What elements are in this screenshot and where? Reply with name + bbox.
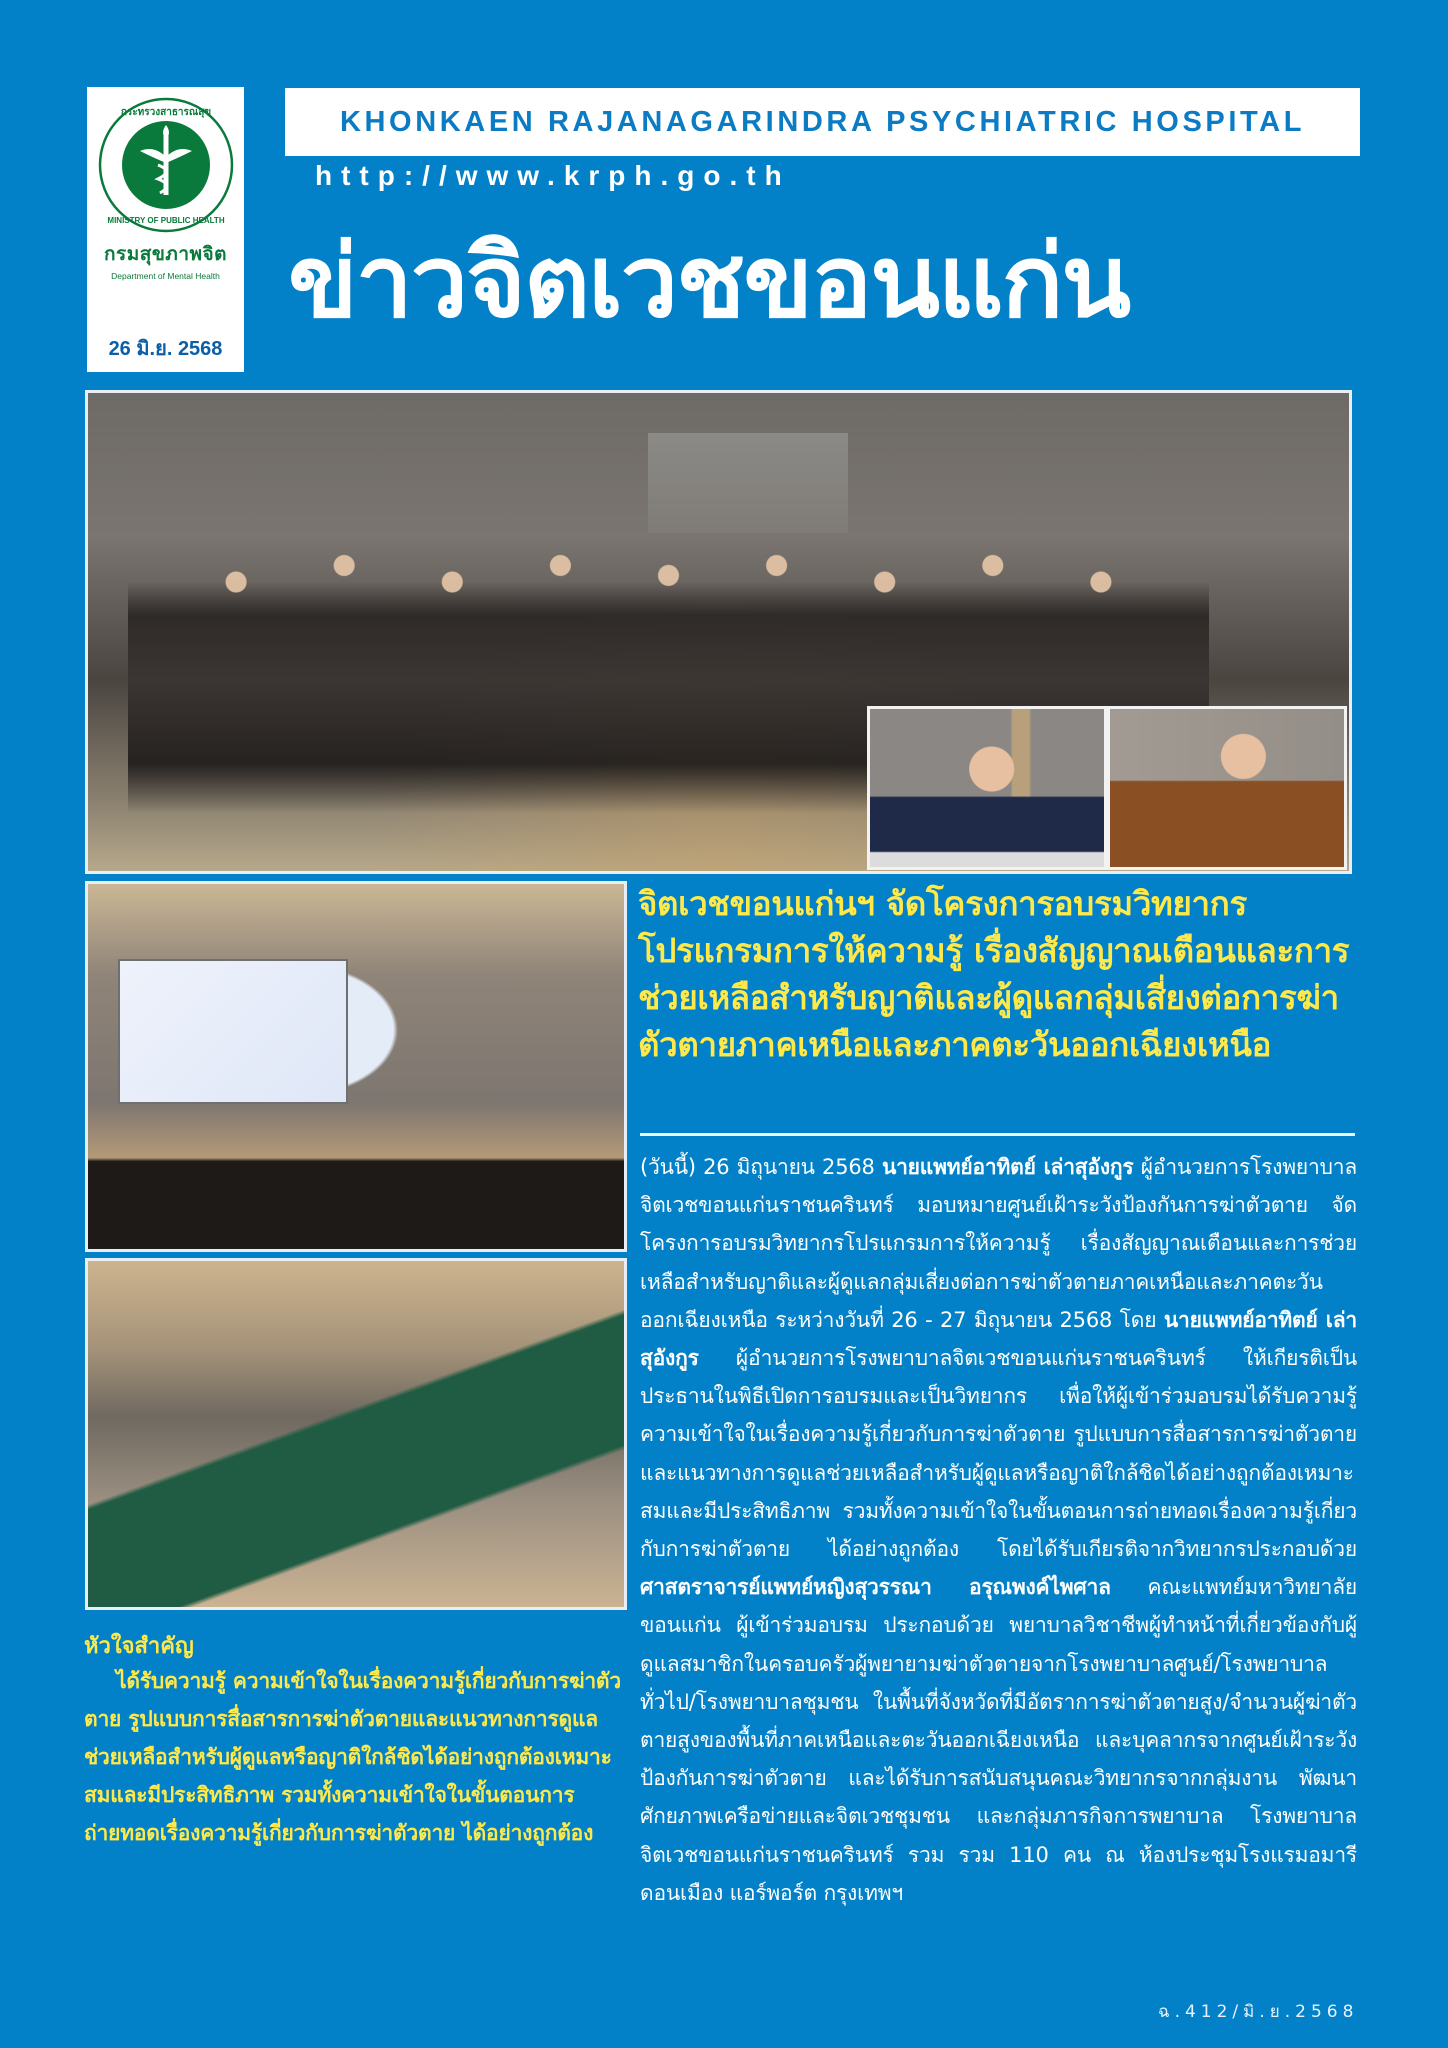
body-text-segment: ผู้อำนวยการโรงพยาบาลจิตเวชขอนแก่นราชนครินทร์ มอบหมายศูนย์เฝ้าระวังป้องกันการฆ่าตัวตาย จัดโครงการอบรมวิทยากรโปรแกรมการให้ความรู้ เรื่องสัญญาณเตือนและการช่วยเหลือสำหรับญาติและผู้ดูแลกลุ่มเสี่ยงต่อการฆ่าตัวตายภาคเหนือและภาคตะวันออกเฉียงเหนือ ระหว่างวันที่ 26 - 27 มิถุนายน 2568 โดย xyxy=(640,1155,1358,1332)
summary-title: หัวใจสำคัญ xyxy=(84,1634,194,1659)
summary-text: ได้รับความรู้ ความเข้าใจในเรื่องความรู้เกี่ยวกับการฆ่าตัวตาย รูปแบบการสื่อสารการฆ่าตัวตายและแนวทางการดูแลช่วยเหลือสำหรับผู้ดูแลหรือญาติใกล้ชิดได้อย่างถูกต้องเหมาะสมและมีประสิทธิภาพ รวมทั้งความเข้าใจในขั้นตอนการถ่ายทอดเรื่องความรู้เกี่ยวกับการฆ่าตัวตาย ได้อย่างถูกต้อง xyxy=(84,1669,621,1845)
presentation-screen xyxy=(118,959,348,1104)
svg-text:กระทรวงสาธารณสุข: กระทรวงสาธารณสุข xyxy=(120,107,211,118)
masthead-title: ข่าวจิตเวชขอนแก่น xyxy=(288,223,1130,340)
hospital-name: KHONKAEN RAJANAGARINDRA PSYCHIATRIC HOSPITAL xyxy=(339,105,1306,138)
ministry-logo-box xyxy=(87,87,244,372)
issue-date: 26 มิ.ย. 2568 xyxy=(108,338,223,360)
ministry-seal-icon xyxy=(96,95,236,235)
headline-divider xyxy=(640,1133,1355,1136)
lecture-photo xyxy=(85,881,627,1252)
training-room-photo xyxy=(85,1258,627,1610)
body-text-segment: (วันนี้) 26 มิถุนายน 2568 xyxy=(640,1155,882,1179)
body-text-segment: คณะแพทย์มหาวิทยาลัยขอนแก่น ผู้เข้าร่วมอบรม ประกอบด้วย พยาบาลวิชาชีพผู้ทำหน้าที่เกี่ยวข้องกับผู้ดูแลสมาชิกในครอบครัวผู้พยายามฆ่าตัวตายจากโรงพยาบาลศูนย์/โรงพยาบาลทั่วไป/โรงพยาบาลชุมชน ในพื้นที่จังหวัดที่มีอัตราการฆ่าตัวตายสูง/จำนวนผู้ฆ่าตัวตายสูงของพื้นที่ภาคเหนือและตะวันออกเฉียงเหนือ และบุคลากรจากศูนย์เฝ้าระวังป้องกันการฆ่าตัวตาย และได้รับการสนับสนุนคณะวิทยากรจากกลุ่มงาน พัฒนาศักยภาพเครือข่ายและจิตเวชชุมชน และกลุ่มภารกิจการพยาบาล โรงพยาบาลจิตเวชขอนแก่นราชนครินทร์ รวม รวม 110 คน ณ ห้องประชุมโรงแรมอมารี ดอนเมือง แอร์พอร์ต กรุงเทพฯ xyxy=(640,1575,1358,1905)
article-headline: จิตเวชขอนแก่นฯ จัดโครงการอบรมวิทยากรโปรแกรมการให้ความรู้ เรื่องสัญญาณเตือนและการช่วยเหลือสำหรับญาติและผู้ดูแลกลุ่มเสี่ยงต่อการฆ่าตัวตายภาคเหนือและภาคตะวันออกเฉียงเหนือ xyxy=(638,884,1350,1064)
document-reference-code: ฉ.412/มิ.ย.2568 xyxy=(1158,2002,1359,2022)
person-name-director: นายแพทย์อาทิตย์ เล่าสุอังกูร xyxy=(640,1307,1357,1371)
body-text-segment: ผู้อำนวยการโรงพยาบาลจิตเวชขอนแก่นราชนครินทร์ ให้เกียรติเป็นประธานในพิธีเปิดการอบรมและเป็นวิทยากร เพื่อให้ผู้เข้าร่วมอบรมได้รับความรู้ ความเข้าใจในเรื่องความรู้เกี่ยวกับการฆ่าตัวตาย รูปแบบการสื่อสารการฆ่าตัวตายและแนวทางการดูแลช่วยเหลือสำหรับผู้ดูแลหรือญาติใกล้ชิดได้อย่างถูกต้องเหมาะสมและมีประสิทธิภาพ รวมทั้งความเข้าใจในขั้นตอนการถ่ายทอดเรื่องความรู้เกี่ยวกับการฆ่าตัวตาย ได้อย่างถูกต้อง โดยได้รับเกียรติจากวิทยากรประกอบด้วย xyxy=(640,1346,1357,1562)
person-name-director: นายแพทย์อาทิตย์ เล่าสุอังกูร xyxy=(881,1155,1134,1179)
inset-photo-director xyxy=(867,706,1107,870)
inset-photo-speaker xyxy=(1107,706,1347,870)
department-name-en: Department of Mental Health xyxy=(111,271,220,281)
person-name-speaker: ศาสตราจารย์แพทย์หญิงสุวรรณา อรุณพงค์ไพศาล xyxy=(640,1575,1111,1600)
svg-text:MINISTRY OF PUBLIC HEALTH: MINISTRY OF PUBLIC HEALTH xyxy=(106,216,225,225)
hospital-url-link[interactable]: http://www.krph.go.th xyxy=(315,160,791,191)
hospital-name-bar xyxy=(285,88,1360,156)
department-name-th: กรมสุขภาพจิต xyxy=(103,243,227,265)
article-body xyxy=(640,1148,1357,1912)
